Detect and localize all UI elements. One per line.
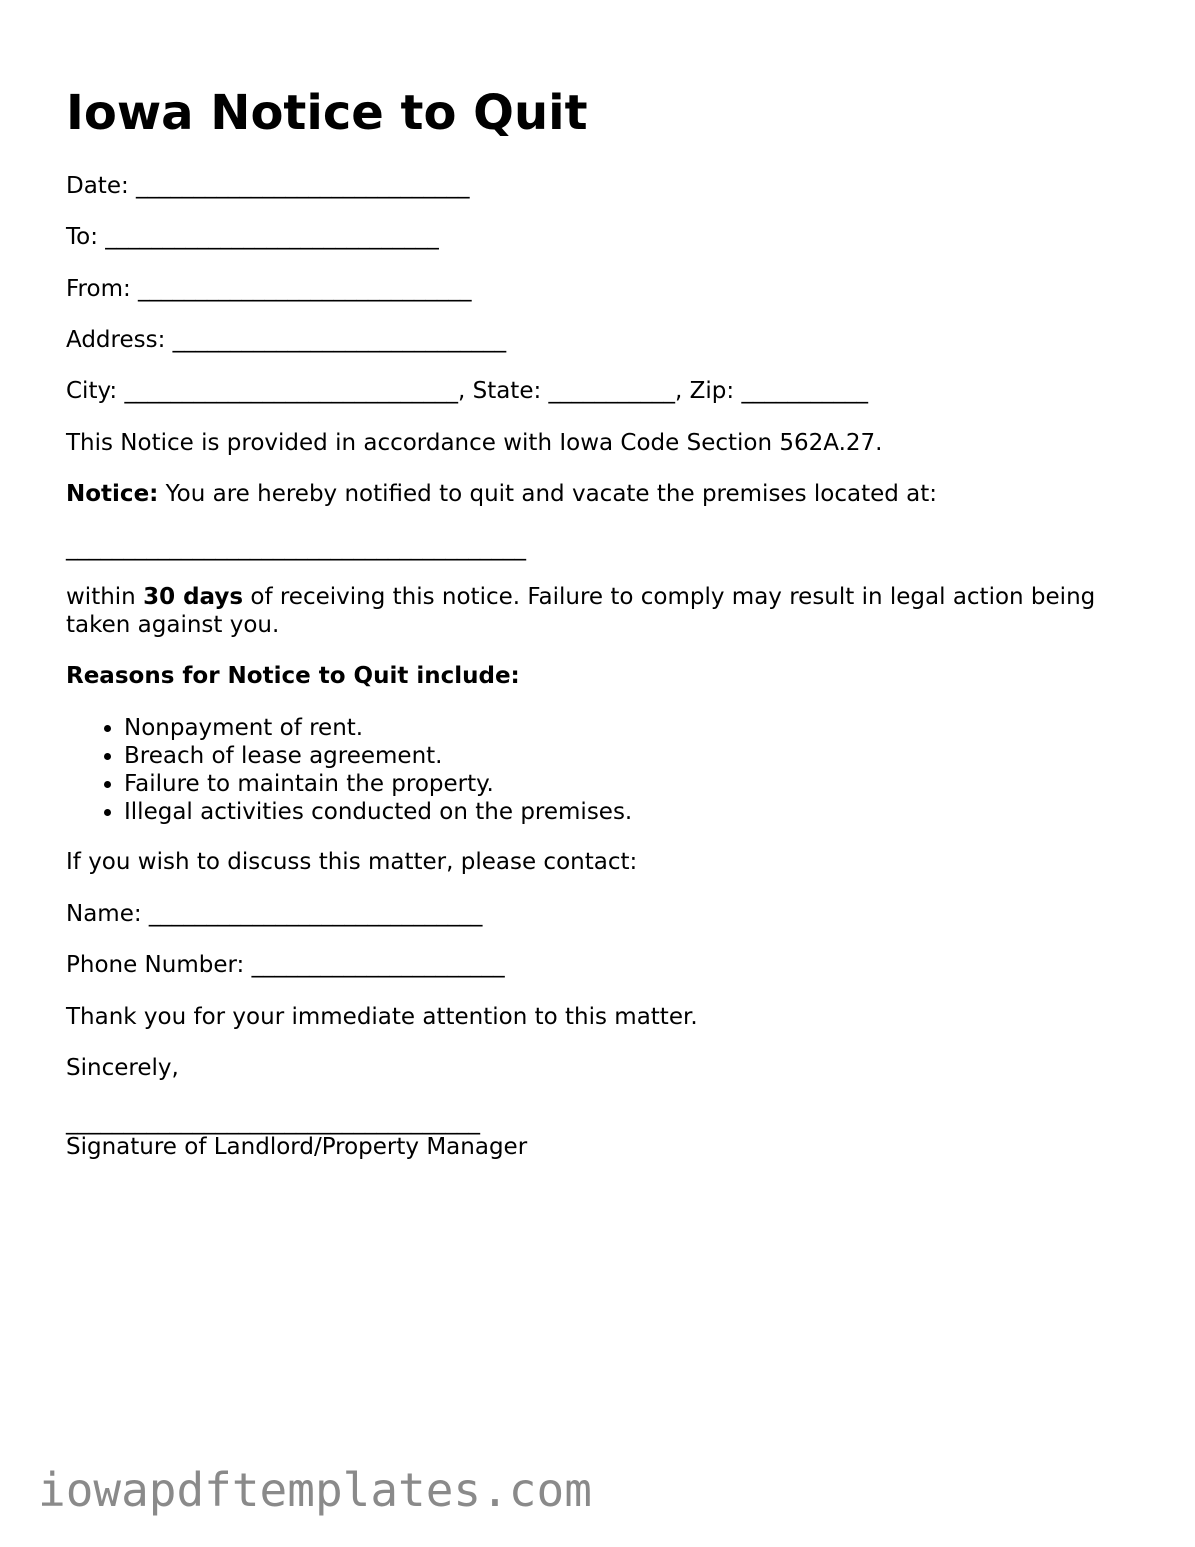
reasons-list (66, 714, 632, 826)
deadline-suffix: of receiving this notice. Failure to comply may result in legal action being taken against you. (66, 584, 1096, 638)
notice-text: You are hereby notified to quit and vacate the premises located at: (158, 481, 938, 507)
page-title: Iowa Notice to Quit (66, 85, 588, 141)
statute-text: This Notice is provided in accordance with Iowa Code Section 562A.27. (66, 430, 883, 456)
list-item: • Nonpayment of rent. (124, 714, 632, 742)
contact-phone-field: Phone Number: ______________________ (66, 952, 505, 978)
to-field: To: _____________________________ (66, 224, 439, 250)
watermark: iowapdftemplates.com (38, 1463, 592, 1517)
signature-label: Signature of Landlord/Property Manager (66, 1134, 528, 1160)
thanks-text: Thank you for your immediate attention to this matter. (66, 1004, 698, 1030)
city-state-zip-field: City: _____________________________, State: ___________, Zip: ___________ (66, 378, 868, 404)
date-field: Date: _____________________________ (66, 173, 470, 199)
contact-intro: If you wish to discuss this matter, please contact: (66, 849, 638, 875)
notice-label: Notice: (66, 481, 159, 507)
sincerely-text: Sincerely, (66, 1055, 179, 1081)
reasons-heading: Reasons for Notice to Quit include: (66, 663, 520, 689)
deadline-prefix: within (66, 584, 144, 610)
notice-paragraph (66, 480, 937, 508)
list-item: • Illegal activities conducted on the premises. (124, 798, 632, 826)
signature-line: ____________________________________ (66, 1109, 480, 1135)
list-item: • Breach of lease agreement. (124, 742, 632, 770)
address-field: Address: _____________________________ (66, 327, 507, 353)
deadline-paragraph (66, 583, 1126, 639)
list-item: • Failure to maintain the property. (124, 770, 632, 798)
contact-name-field: Name: _____________________________ (66, 901, 483, 927)
from-field: From: _____________________________ (66, 276, 472, 302)
deadline-days: 30 days (143, 584, 244, 610)
premises-blank: ________________________________________ (66, 535, 526, 561)
